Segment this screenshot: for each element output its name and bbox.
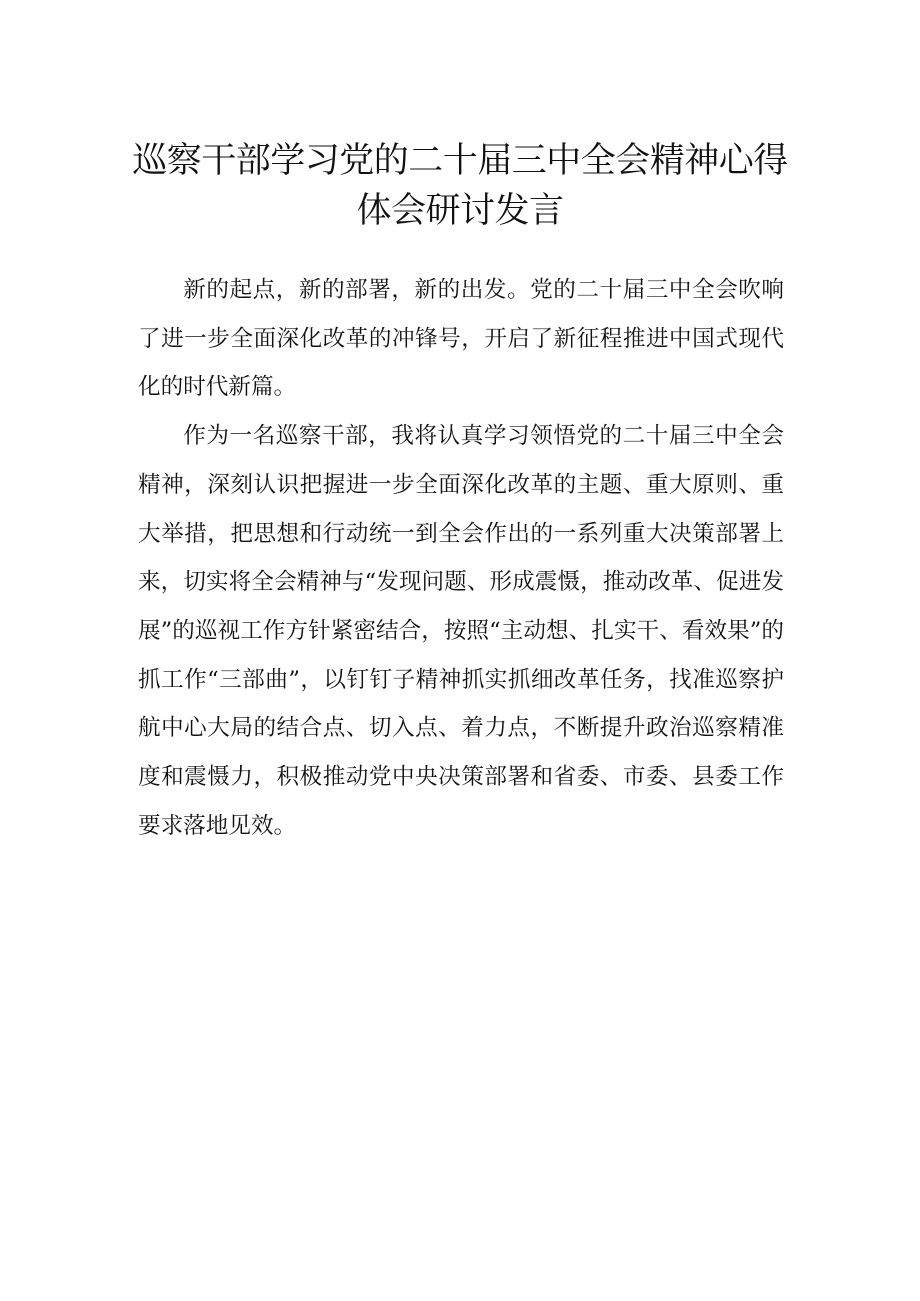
document-body	[138, 266, 784, 850]
document-title: 巡察干部学习党的二十届三中全会精神心得体会研讨发言	[132, 141, 788, 231]
paragraph-2: 作为一名巡察干部，我将认真学习领悟党的二十届三中全会精神，深刻认识把握进一步全面深化改革的主题、重大原则、重大举措，把思想和行动统一到全会作出的一系列重大决策部署上来，切实将全会精神与“发现问题、形成震慑，推动改革、促进发展”的巡视工作方针紧密结合，按照“主动想、扎实干、看效果”的抓工作“三部曲”，以钉钉子精神抓实抓细改革任务，找准巡察护航中心大局的结合点、切入点、着力点，不断提升政治巡察精准度和震慑力，积极推动党中央决策部署和省委、市委、县委工作要求落地见效。	[138, 423, 784, 839]
paragraph-1: 新的起点，新的部署，新的出发。党的二十届三中全会吹响了进一步全面深化改革的冲锋号，开启了新征程推进中国式现代化的时代新篇。	[138, 277, 784, 401]
